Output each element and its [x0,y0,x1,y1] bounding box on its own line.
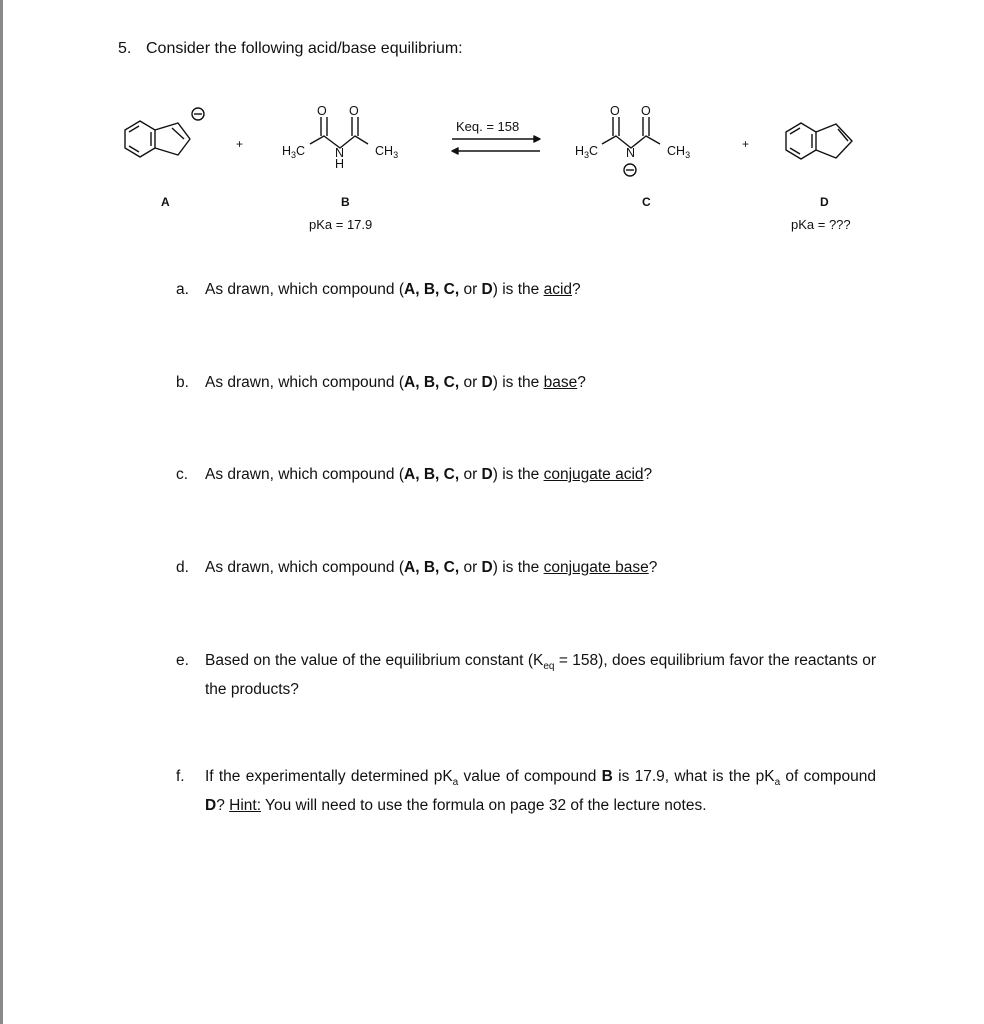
equilibrium-arrows [452,136,540,154]
part-f-text-4: of compound [780,768,876,785]
part-e-text-2: = 158), does equilibrium favor the reactants or the products? [205,652,877,699]
svg-text:H3C: $H_3C$ [282,144,306,160]
part-c [176,463,876,486]
part-c-end: ? [643,466,653,483]
compound-b-label: B [341,195,350,209]
reaction-scheme [0,95,984,245]
part-f [176,765,876,817]
part-a-or: or [459,281,482,298]
svg-text:H3C: $H_3C$ [575,144,599,160]
part-f-text-1: If the experimentally determined pK [205,768,453,785]
part-d-end: ? [648,559,658,576]
plus-sign-2: + [742,137,750,151]
part-f-text-5: ? [216,797,230,815]
part-a-choices: A, B, C, [404,281,460,298]
part-e-text-1: Based on the value of the equilibrium constant (K [205,652,544,669]
svg-text:O: O [610,104,620,118]
part-b-mid: ) is the [492,374,544,391]
part-b-text: As drawn, which compound ( [205,374,405,391]
keq-label: Keq. = 158 [456,119,520,134]
part-a [176,278,876,301]
part-c-mid: ) is the [492,466,544,483]
part-e [176,649,876,701]
part-b-end: ? [577,374,586,391]
compound-a-structure [125,108,204,157]
part-d-mid: ) is the [492,559,544,576]
part-f-subscript-2: a [774,777,781,789]
structure-atom-labels [282,104,690,171]
svg-text:CH3: $CH_3$ [667,144,691,160]
part-b [176,371,876,394]
part-b-choice-d: D [481,374,493,391]
part-a-text: As drawn, which compound ( [205,281,405,298]
part-c-or: or [459,466,482,483]
part-f-subscript-1: a [452,777,459,789]
part-f-text-6: You will need to use the formula on page 32 of the lecture notes. [261,797,707,815]
part-e-subscript: eq [543,661,555,673]
part-a-end: ? [572,281,581,298]
plus-sign-1: + [236,137,244,151]
svg-text:N: N [335,146,345,160]
part-d-text: As drawn, which compound ( [205,559,405,576]
part-d-choices: A, B, C, [404,559,460,576]
part-d-letter: d. [176,559,189,576]
part-d [176,556,876,579]
compound-d-label: D [820,195,829,209]
svg-text:O: O [641,104,651,118]
part-f-text-3: is 17.9, what is the pK [612,768,775,785]
part-a-term: acid [543,281,573,298]
svg-text:O: O [349,104,359,118]
part-e-letter: e. [176,652,189,669]
question-prompt: Consider the following acid/base equilibrium: [146,40,463,57]
compound-b-pka: pKa = 17.9 [309,217,373,232]
part-c-choice-d: D [481,466,493,483]
compound-b-structure [310,117,368,148]
compound-d-structure [786,123,852,159]
part-b-or: or [459,374,482,391]
question-title [118,40,463,58]
part-d-choice-d: D [481,559,493,576]
part-a-letter: a. [176,281,189,298]
compound-a-label: A [161,195,170,209]
part-d-term: conjugate base [543,559,649,576]
compound-d-pka: pKa = ??? [791,217,851,232]
part-c-term: conjugate acid [543,466,644,483]
svg-text:N: N [626,146,636,160]
part-a-choice-d: D [481,281,493,298]
svg-text:H: H [335,157,345,171]
part-c-letter: c. [176,466,189,483]
part-c-choices: A, B, C, [404,466,460,483]
part-b-letter: b. [176,374,189,391]
compound-c-label: C [642,195,651,209]
part-a-mid: ) is the [492,281,544,298]
part-f-compound-d: D [205,797,217,815]
part-b-term: base [543,374,578,391]
part-f-compound-b: B [601,768,613,785]
part-f-hint: Hint: [229,797,262,815]
part-f-letter: f. [176,768,185,785]
svg-text:O: O [317,104,327,118]
part-c-text: As drawn, which compound ( [205,466,405,483]
question-number: 5. [118,40,132,57]
part-d-or: or [459,559,482,576]
svg-text:CH3: $CH_3$ [375,144,399,160]
part-b-choices: A, B, C, [404,374,460,391]
part-f-text-2: value of compound [458,768,602,785]
